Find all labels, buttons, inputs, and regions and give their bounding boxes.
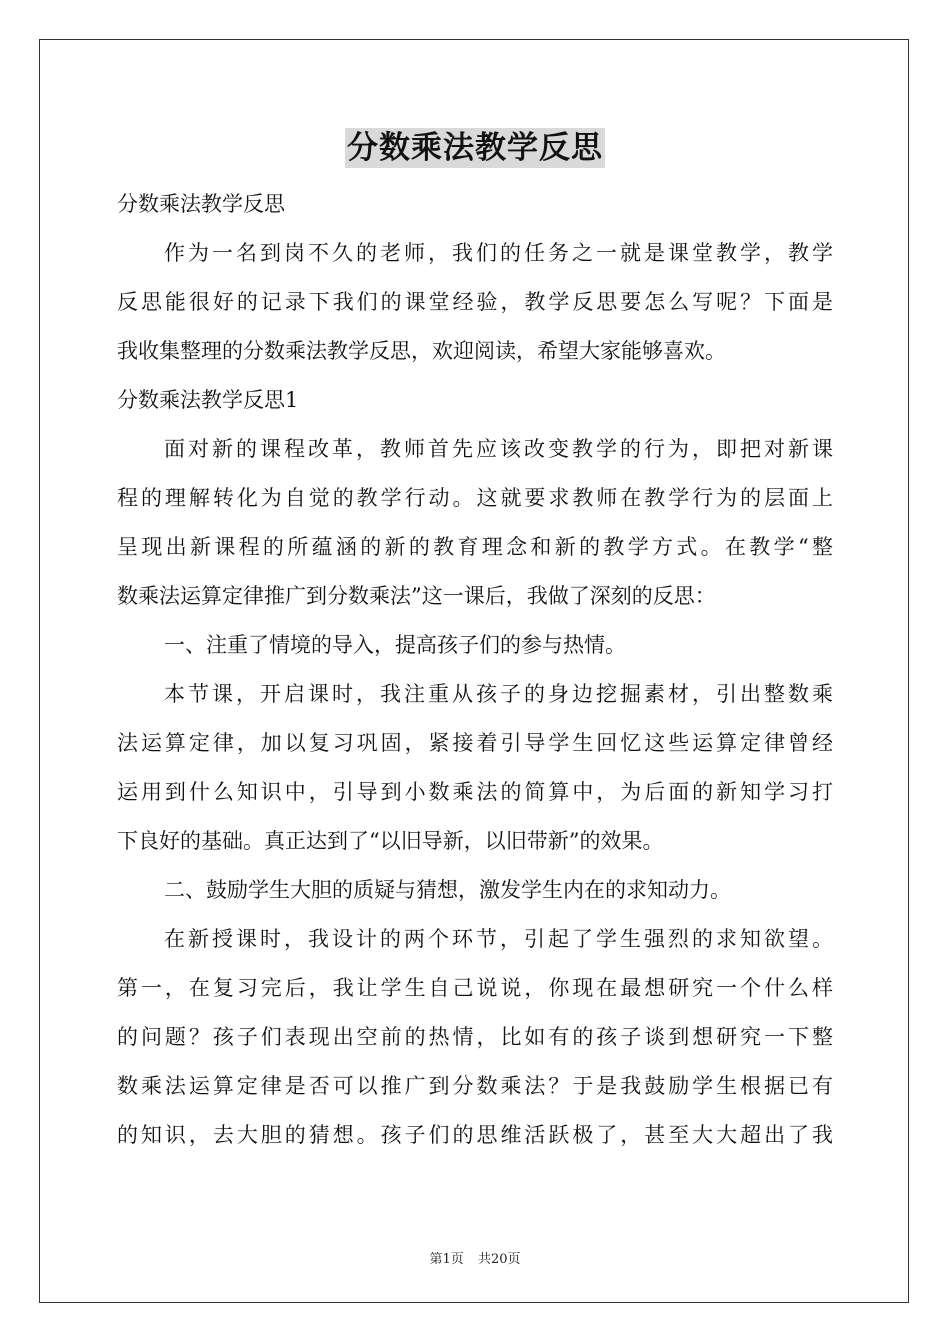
document-body [117, 180, 833, 1160]
text-line: 作为一名到岗不久的老师，我们的任务之一就是课堂教学，教学 [164, 241, 833, 265]
text-line: 第一，在复习完后，我让学生自己说说，你现在最想研究一个什么样 [117, 976, 833, 1000]
page-number: 第1页 [429, 1252, 464, 1267]
text-line: 分数乘法教学反思1 [117, 388, 299, 412]
text-line: 数乘法运算定律推广到分数乘法”这一课后，我做了深刻的反思： [117, 584, 716, 608]
text-line: 二、鼓励学生大胆的质疑与猜想，激发学生内在的求知动力。 [164, 878, 731, 902]
text-line: 程的理解转化为自觉的教学行动。这就要求教师在教学行为的层面上 [117, 486, 833, 510]
text-line: 数乘法运算定律是否可以推广到分数乘法？于是我鼓励学生根据已有 [117, 1074, 833, 1098]
text-line: 呈现出新课程的所蕴涵的新的教育理念和新的教学方式。在教学“整 [117, 535, 833, 559]
text-line: 的知识，去大胆的猜想。孩子们的思维活跃极了，甚至大大超出了我 [117, 1123, 833, 1147]
page-footer [0, 1248, 950, 1267]
page-total: 共20页 [477, 1252, 521, 1267]
text-line: 分数乘法教学反思 [117, 192, 285, 216]
document-title-text: 分数乘法教学反思 [347, 130, 603, 166]
document-title [0, 128, 950, 172]
text-line: 面对新的课程改革，教师首先应该改变教学的行为，即把对新课 [164, 437, 833, 461]
text-line: 一、注重了情境的导入，提高孩子们的参与热情。 [164, 633, 626, 657]
text-line: 法运算定律，加以复习巩固，紧接着引导学生回忆这些运算定律曾经 [117, 731, 833, 755]
text-line: 下良好的基础。真正达到了“以旧导新，以旧带新”的效果。 [117, 829, 664, 853]
text-line: 运用到什么知识中，引导到小数乘法的简算中，为后面的新知学习打 [117, 780, 833, 804]
text-line: 在新授课时，我设计的两个环节，引起了学生强烈的求知欲望。 [164, 927, 833, 951]
text-line: 本节课，开启课时，我注重从孩子的身边挖掘素材，引出整数乘 [164, 682, 833, 706]
text-line: 的问题？孩子们表现出空前的热情，比如有的孩子谈到想研究一下整 [117, 1025, 833, 1049]
text-line: 我收集整理的分数乘法教学反思，欢迎阅读，希望大家能够喜欢。 [117, 339, 726, 363]
text-line: 反思能很好的记录下我们的课堂经验，教学反思要怎么写呢？下面是 [117, 290, 833, 314]
